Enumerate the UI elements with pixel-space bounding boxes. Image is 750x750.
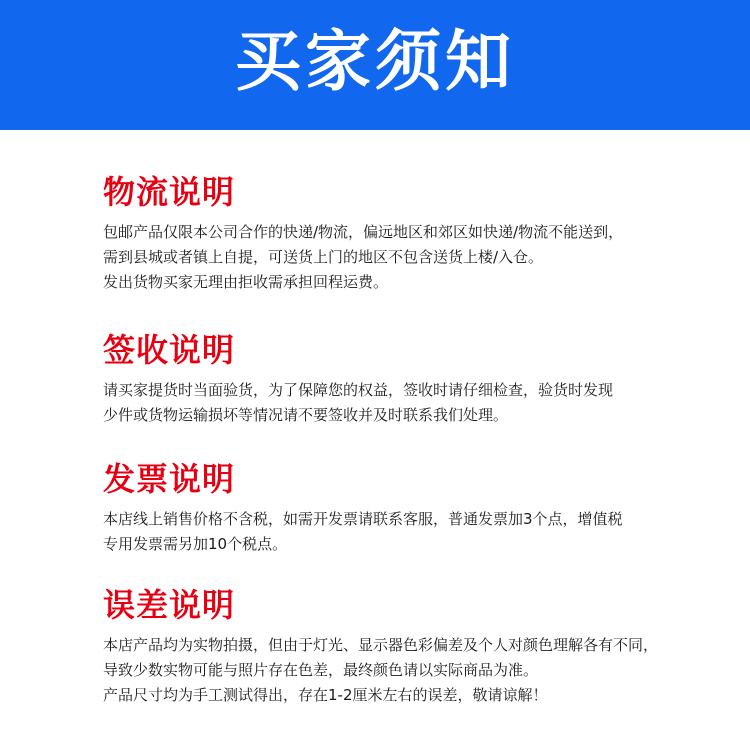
section-signing bbox=[103, 330, 703, 428]
section-body bbox=[103, 378, 703, 428]
body-line: 本店产品均为实物拍摄，但由于灯光、显示器色彩偏差及个人对颜色理解各有不同， bbox=[103, 636, 659, 654]
body-line: 少件或货物运输损坏等情况请不要签收并及时联系我们处理。 bbox=[103, 406, 509, 424]
body-line: 本店线上销售价格不含税，如需开发票请联系客服，普通发票加3个点，增值税 bbox=[103, 510, 623, 528]
section-invoice bbox=[103, 459, 703, 557]
section-title: 误差说明 bbox=[103, 586, 236, 624]
body-line: 发出货物买家无理由拒收需承担回程运费。 bbox=[103, 273, 389, 291]
section-body bbox=[103, 633, 703, 708]
body-line: 包邮产品仅限本公司合作的快递/物流，偏远地区和郊区如快递/物流不能送到， bbox=[103, 223, 624, 241]
body-line: 请买家提货时当面验货，为了保障您的权益，签收时请仔细检查，验货时发现 bbox=[103, 381, 614, 399]
section-title: 物流说明 bbox=[103, 173, 236, 211]
body-line: 专用发票需另加10个税点。 bbox=[103, 535, 288, 553]
body-line: 需到县城或者镇上自提，可送货上门的地区不包含送货上楼/入仓。 bbox=[103, 248, 544, 266]
body-line: 产品尺寸均为手工测试得出，存在1-2厘米左右的误差，敬请谅解！ bbox=[103, 686, 548, 704]
section-body bbox=[103, 507, 703, 557]
header-banner bbox=[0, 0, 750, 130]
section-error bbox=[103, 585, 703, 708]
section-title: 签收说明 bbox=[103, 331, 236, 369]
section-title: 发票说明 bbox=[103, 460, 236, 498]
section-logistics bbox=[103, 172, 703, 295]
page-title: 买家须知 bbox=[235, 23, 515, 100]
body-line: 导致少数实物可能与照片存在色差，最终颜色请以实际商品为准。 bbox=[103, 661, 539, 679]
section-body bbox=[103, 220, 703, 295]
